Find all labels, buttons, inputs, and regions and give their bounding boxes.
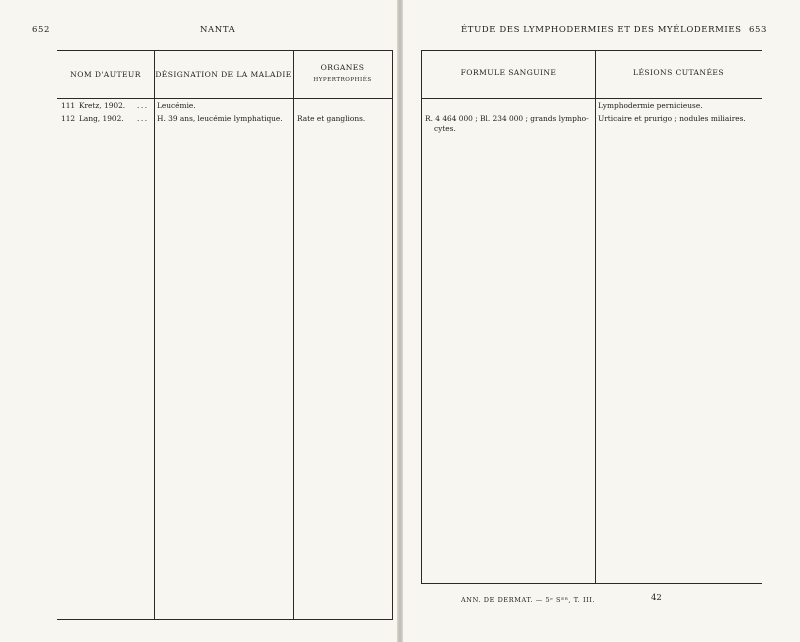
header-organs-subtitle: HYPERTROPHIÉS <box>313 77 372 83</box>
leader-dots: ... <box>137 101 149 110</box>
case-number: 112 <box>61 114 76 124</box>
blood-formula-text: R. 4 464 000 ; Bl. 234 000 ; grands lympho- <box>425 114 589 124</box>
footer-journal: ANN. DE DERMAT. — 5ᵉ Sᴱᴿ, T. III. <box>461 596 596 604</box>
column-divider <box>154 51 155 619</box>
right-page-number: 653 <box>749 25 768 35</box>
header-disease: DÉSIGNATION DE LA MALADIE <box>155 70 292 79</box>
column-divider <box>293 51 294 619</box>
leader-dots: ... <box>137 114 149 124</box>
disease-text: H. 39 ans, leucémie lymphatique. <box>157 114 283 124</box>
left-page <box>0 0 397 642</box>
column-divider <box>595 51 596 583</box>
header-rule <box>422 98 762 99</box>
skin-lesion-text: Urticaire et prurigo ; nodules miliaires. <box>598 114 746 124</box>
author-name: Kretz, 1902. <box>79 101 126 110</box>
right-table <box>421 50 762 584</box>
left-page-number: 652 <box>32 25 51 35</box>
skin-lesion-text: Lymphodermie pernicieuse. <box>598 101 703 110</box>
right-running-head: ÉTUDE DES LYMPHODERMIES ET DES MYÉLODERMIES <box>461 25 742 35</box>
header-organs: ORGANES <box>320 63 365 72</box>
printer-signature: 42 <box>651 593 662 603</box>
header-rule <box>57 98 392 99</box>
left-running-head: NANTA <box>200 25 236 35</box>
disease-text: Leucémie. <box>157 101 196 110</box>
author-name: Lang, 1902. <box>79 114 124 124</box>
right-page <box>403 0 800 642</box>
left-table <box>57 50 393 620</box>
header-formula: FORMULE SANGUINE <box>460 68 557 77</box>
organs-text: Rate et ganglions. <box>297 114 366 124</box>
header-lesions: LÉSIONS CUTANÉES <box>633 68 724 77</box>
blood-formula-text: cytes. <box>434 123 456 133</box>
case-number: 111 <box>61 101 76 110</box>
header-author: NOM D'AUTEUR <box>70 70 141 79</box>
